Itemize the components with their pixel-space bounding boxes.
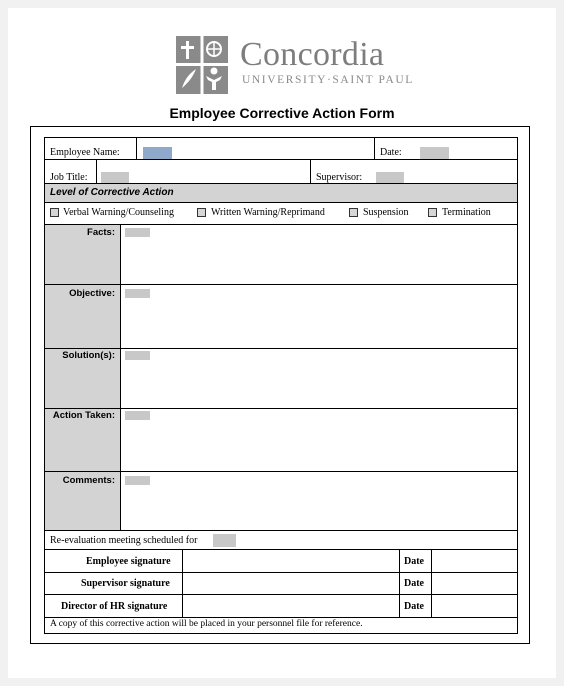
action-taken-label: Action Taken: xyxy=(52,410,115,421)
job-title-label: Job Title: xyxy=(50,172,88,183)
level-heading: Level of Corrective Action xyxy=(50,187,174,198)
written-warning-checkbox[interactable] xyxy=(197,208,206,217)
divider xyxy=(120,224,121,530)
suspension-checkbox[interactable] xyxy=(349,208,358,217)
facts-field[interactable] xyxy=(125,228,150,237)
employee-name-label: Employee Name: xyxy=(50,147,120,158)
row-divider xyxy=(44,348,518,349)
employee-signature-label: Employee signature xyxy=(86,556,171,567)
reevaluation-label: Re-evaluation meeting scheduled for xyxy=(50,535,198,546)
row-divider xyxy=(44,594,518,595)
verbal-warning-checkbox[interactable] xyxy=(50,208,59,217)
divider xyxy=(310,159,311,183)
written-warning-label: Written Warning/Reprimand xyxy=(211,207,325,218)
row-divider xyxy=(44,530,518,531)
row-divider xyxy=(44,408,518,409)
divider xyxy=(399,549,400,617)
row-divider xyxy=(44,549,518,550)
row-divider xyxy=(44,284,518,285)
logo-subtitle: UNIVERSITY·SAINT PAUL xyxy=(242,74,414,86)
comments-label: Comments: xyxy=(62,475,115,486)
form-title: Employee Corrective Action Form xyxy=(169,105,395,121)
supervisor-label: Supervisor: xyxy=(316,172,363,183)
date-label: Date: xyxy=(380,147,402,158)
facts-label: Facts: xyxy=(87,227,115,238)
divider xyxy=(431,549,432,617)
hr-signature-date-label: Date xyxy=(404,601,424,612)
verbal-warning-label: Verbal Warning/Counseling xyxy=(63,207,174,218)
divider xyxy=(182,549,183,617)
divider xyxy=(96,159,97,183)
supervisor-signature-label: Supervisor signature xyxy=(81,578,170,589)
divider xyxy=(136,137,137,159)
row-divider xyxy=(44,471,518,472)
termination-label: Termination xyxy=(442,207,491,218)
solutions-field[interactable] xyxy=(125,351,150,360)
employee-signature-date-label: Date xyxy=(404,556,424,567)
divider xyxy=(374,137,375,159)
termination-checkbox[interactable] xyxy=(428,208,437,217)
comments-field[interactable] xyxy=(125,476,150,485)
date-field[interactable] xyxy=(420,147,449,159)
crest-icon xyxy=(176,36,228,94)
action-taken-field[interactable] xyxy=(125,411,150,420)
row-divider xyxy=(44,572,518,573)
objective-field[interactable] xyxy=(125,289,150,298)
logo-name: Concordia xyxy=(240,36,385,73)
hr-signature-label: Director of HR signature xyxy=(61,601,168,612)
footer-note: A copy of this corrective action will be placed in your personnel file for reference. xyxy=(50,619,363,629)
objective-label: Objective: xyxy=(69,288,115,299)
solutions-label: Solution(s): xyxy=(62,350,115,361)
reevaluation-field[interactable] xyxy=(213,534,236,547)
row-divider xyxy=(44,202,518,203)
suspension-label: Suspension xyxy=(363,207,409,218)
employee-name-field[interactable] xyxy=(143,147,172,159)
supervisor-signature-date-label: Date xyxy=(404,578,424,589)
row-divider xyxy=(44,159,518,160)
